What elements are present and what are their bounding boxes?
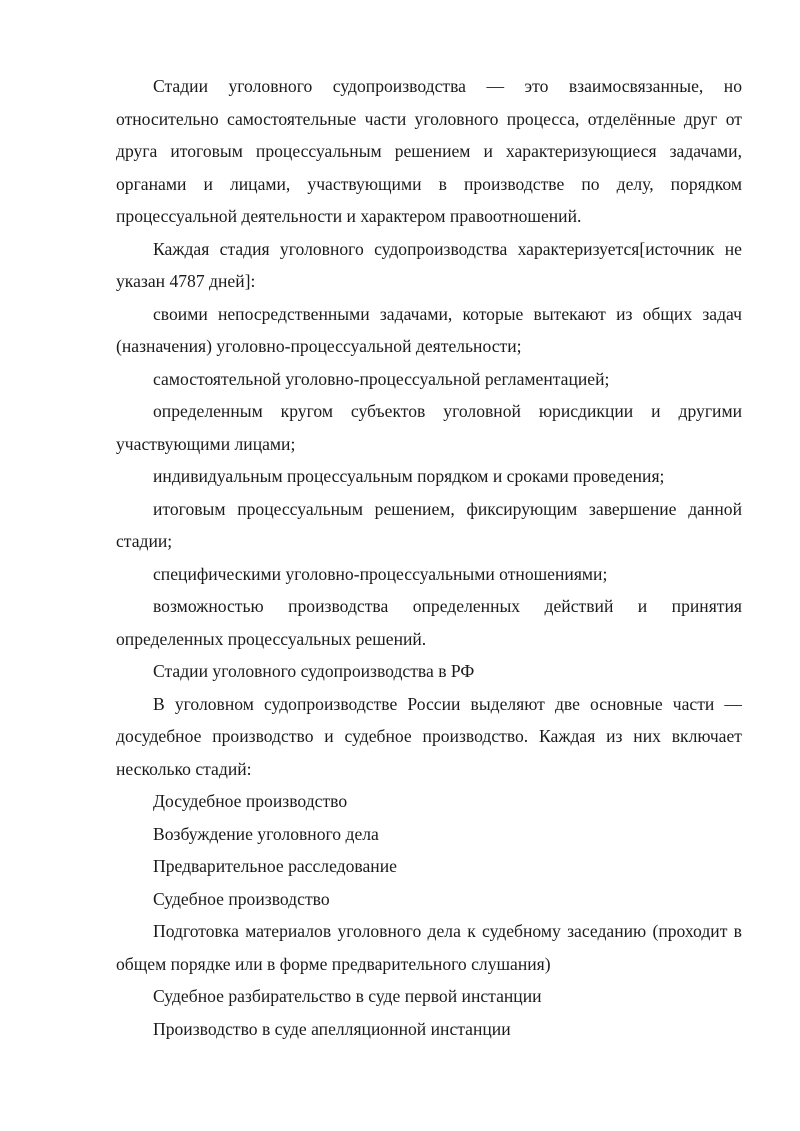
list-item-actions: возможностью производства определенных действий и принятия определенных процессуальных решений.	[116, 596, 742, 649]
list-item-regulation: самостоятельной уголовно-процессуальной регламентацией;	[153, 368, 610, 389]
list-item-first-instance: Судебное разбирательство в суде первой инстанции	[153, 986, 542, 1006]
list-item-tasks: своими непосредственными задачами, которые вытекают из общих задач (назначения) уголовно-процессуальной деятельности;	[116, 303, 742, 356]
list-item-procedure: индивидуальным процессуальным порядком и сроками проведения;	[153, 466, 665, 486]
section-heading-rf-stages: Стадии уголовного судопроизводства в РФ	[153, 661, 475, 681]
list-item-appeal: Производство в суде апелляционной инстанции	[153, 1018, 511, 1039]
paragraph-characteristics-intro: Каждая стадия уголовного судопроизводства характеризуется[источник не указан 4787 дней]:	[116, 238, 742, 291]
list-item-relations: специфическими уголовно-процессуальными отношениями;	[153, 563, 608, 584]
list-item-initiation: Возбуждение уголовного дела	[153, 823, 379, 844]
list-item-investigation: Предварительное расследование	[153, 856, 397, 876]
list-item-subjects: определенным кругом субъектов уголовной юрисдикции и другими участвующими лицами;	[116, 401, 742, 454]
list-item-trial: Судебное производство	[153, 888, 330, 909]
list-item-preparation: Подготовка материалов уголовного дела к судебному заседанию (проходит в общем порядке или в форме предварительного слушания)	[116, 921, 742, 974]
list-item-pretrial: Досудебное производство	[153, 791, 348, 811]
paragraph-two-parts: В уголовном судопроизводстве России выделяют две основные части — досудебное производство и судебное производство. Каждая из них включает несколько стадий:	[116, 693, 742, 779]
paragraph-definition: Стадии уголовного судопроизводства — это взаимосвязанные, но относительно самостоятельные части уголовного процесса, отделённые друг от друга итоговым процессуальным решением и характеризующиеся задачами, органами и лицами, участвующими в производстве по делу, порядком процессуальной деятельности и характером правоотношений.	[116, 76, 742, 226]
list-item-final-decision: итоговым процессуальным решением, фиксирующим завершение данной стадии;	[116, 498, 742, 551]
document-body	[116, 70, 742, 1045]
